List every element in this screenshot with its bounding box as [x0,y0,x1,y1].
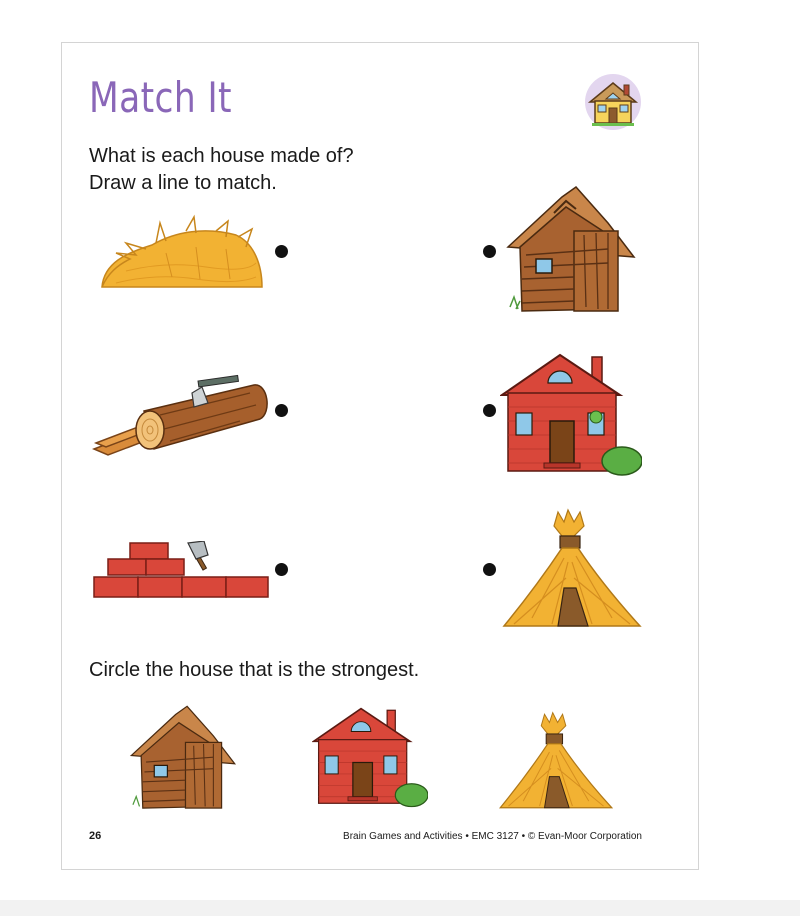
brick-house-option-icon[interactable] [312,707,428,809]
wood-house-icon[interactable] [504,183,638,317]
match-dot-bricks[interactable] [275,563,288,576]
match-instructions [89,143,354,197]
straw-house-icon[interactable] [502,508,642,630]
instruction-line-2: Draw a line to match. [89,172,277,194]
log-icon[interactable] [90,373,270,459]
footer-credit: Brain Games and Activities • EMC 3127 • © Evan-Moor Corporation [343,831,642,842]
worksheet-page [61,42,699,870]
instruction-line-1: What is each house made of? [89,145,354,167]
page-title: Match It [89,73,232,122]
match-dot-straw-house[interactable] [483,563,496,576]
viewer-bottom-edge [0,900,800,916]
hay-pile-icon[interactable] [96,213,266,293]
straw-house-option-icon[interactable] [498,711,614,811]
house-badge-icon [584,73,642,131]
wood-house-option-icon[interactable] [128,703,238,813]
match-dot-wood-house[interactable] [483,245,496,258]
page-number: 26 [89,830,102,842]
brick-house-icon[interactable] [500,353,642,478]
match-dot-brick-house[interactable] [483,404,496,417]
circle-instructions: Circle the house that is the strongest. [89,659,420,681]
bricks-icon[interactable] [92,541,272,603]
match-dot-straw[interactable] [275,245,288,258]
match-dot-wood[interactable] [275,404,288,417]
